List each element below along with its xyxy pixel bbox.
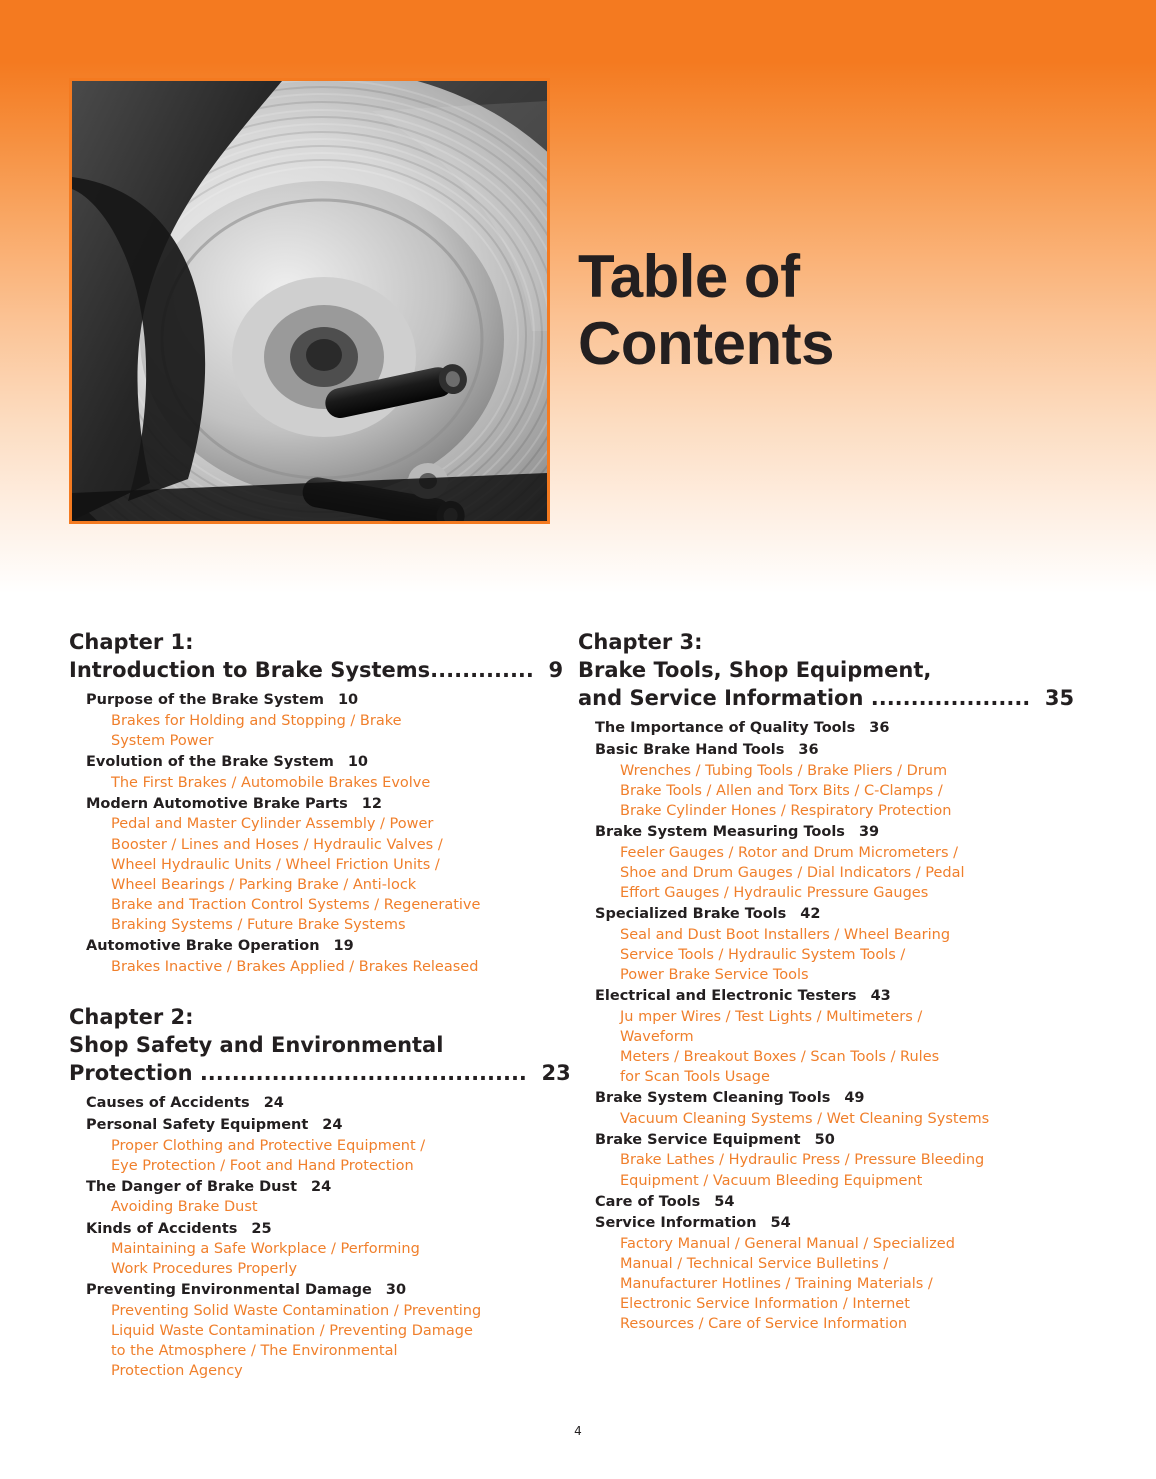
toc-entry-subtopics: Brakes Inactive / Brakes Applied / Brakes Released xyxy=(111,958,479,975)
chapter-block-2 xyxy=(69,1003,571,1382)
toc-entry-title: Automotive Brake Operation 19 xyxy=(86,938,354,955)
toc-entry[interactable] xyxy=(578,986,1056,1087)
toc-entry[interactable] xyxy=(69,1093,547,1114)
toc-entry-page: 43 xyxy=(870,987,891,1004)
cover-photo-brake-rotor xyxy=(69,78,550,524)
toc-entry[interactable] xyxy=(69,1177,547,1218)
toc-entry-title: Causes of Accidents 24 xyxy=(86,1095,284,1112)
chapter-block-1 xyxy=(69,628,564,977)
toc-entry-subtopics: Preventing Solid Waste Contamination / Preventing Liquid Waste Contamination / Preventing Damage to the Atmosphere / The Environmental Protection Agency xyxy=(111,1302,482,1380)
toc-column-right xyxy=(578,628,1075,1336)
page-title xyxy=(578,243,1058,377)
toc-entry-subtopics: Wrenches / Tubing Tools / Brake Pliers / Drum Brake Tools / Allen and Torx Bits / C-Clamps / Brake Cylinder Hones / Respiratory Protection xyxy=(620,762,952,819)
toc-entry-subtopics: Proper Clothing and Protective Equipment / Eye Protection / Foot and Hand Protection xyxy=(111,1137,426,1174)
toc-entry-title: Modern Automotive Brake Parts 12 xyxy=(86,795,382,812)
toc-entry-title: The Danger of Brake Dust 24 xyxy=(86,1178,332,1195)
chapter-1-page: 9 xyxy=(548,658,564,683)
toc-entry[interactable] xyxy=(578,1088,1056,1129)
toc-entry-title: Evolution of the Brake System 10 xyxy=(86,754,369,771)
toc-entry-title: Specialized Brake Tools 42 xyxy=(595,905,821,922)
toc-entry-title: Service Information 54 xyxy=(595,1215,791,1232)
page-title-line-1: Table of xyxy=(578,243,800,310)
chapter-2-heading-line-1: Chapter 2: xyxy=(69,1004,194,1029)
toc-entry-page: 30 xyxy=(385,1282,407,1299)
toc-entry-page: 50 xyxy=(814,1131,835,1148)
toc-entry-subtopics: Avoiding Brake Dust xyxy=(111,1199,258,1216)
toc-entry[interactable] xyxy=(578,822,1056,903)
toc-entry-page: 54 xyxy=(770,1215,791,1232)
toc-entry-title: Care of Tools 54 xyxy=(595,1193,735,1210)
toc-entry-title: Brake Service Equipment 50 xyxy=(595,1131,835,1148)
toc-entry-subtopics: Brakes for Holding and Stopping / Brake System Power xyxy=(111,712,402,749)
toc-entry-subtopics: Factory Manual / General Manual / Specialized Manual / Technical Service Bulletins / Manufacturer Hotlines / Training Materials / Electronic Service Information / Internet Resources / Care of Service Information xyxy=(620,1235,955,1333)
toc-entry[interactable] xyxy=(578,1192,1056,1213)
toc-entry[interactable] xyxy=(69,1115,547,1176)
toc-entry-page: 49 xyxy=(844,1090,865,1107)
chapter-3-heading-line-1: Chapter 3: xyxy=(578,630,703,654)
toc-entry-page: 54 xyxy=(714,1193,735,1210)
toc-entry-page: 10 xyxy=(337,692,359,709)
toc-column-left xyxy=(69,628,571,1383)
toc-entry-page: 10 xyxy=(347,754,369,771)
toc-entry[interactable] xyxy=(578,1130,1056,1191)
toc-entry-subtopics: The First Brakes / Automobile Brakes Evolve xyxy=(111,774,431,791)
toc-entry-title: Brake System Measuring Tools 39 xyxy=(595,823,880,840)
toc-entry-title: The Importance of Quality Tools 36 xyxy=(595,720,890,737)
toc-entry[interactable] xyxy=(69,1219,547,1280)
toc-entry-title: Purpose of the Brake System 10 xyxy=(86,692,359,709)
toc-entry-subtopics: Ju mper Wires / Test Lights / Multimeters / Waveform Meters / Breakout Boxes / Scan Tools / Rules for Scan Tools Usage xyxy=(620,1008,940,1085)
toc-entry-subtopics: Seal and Dust Boot Installers / Wheel Bearing Service Tools / Hydraulic System Tools / Power Brake Service Tools xyxy=(620,926,951,983)
toc-entry-title: Basic Brake Hand Tools 36 xyxy=(595,741,819,758)
toc-entry[interactable] xyxy=(69,690,547,751)
toc-entry-page: 19 xyxy=(333,938,354,955)
toc-entry-title: Electrical and Electronic Testers 43 xyxy=(595,987,891,1004)
chapter-2-heading-line-3: Protection ......................................... 23 xyxy=(69,1061,571,1086)
chapter-block-3 xyxy=(578,628,1075,1335)
toc-entry-page: 24 xyxy=(322,1116,343,1133)
toc-entry[interactable] xyxy=(69,752,547,793)
toc-entry[interactable] xyxy=(69,936,547,977)
chapter-2-page: 23 xyxy=(541,1061,571,1086)
toc-entry[interactable] xyxy=(578,1213,1056,1334)
toc-entry-title: Kinds of Accidents 25 xyxy=(86,1220,272,1237)
toc-entry-subtopics: Brake Lathes / Hydraulic Press / Pressure Bleeding Equipment / Vacuum Bleeding Equipment xyxy=(620,1152,985,1189)
toc-entry[interactable] xyxy=(578,718,1056,739)
page-number: 4 xyxy=(574,1424,582,1438)
toc-entry[interactable] xyxy=(578,904,1056,985)
brake-rotor-illustration xyxy=(72,81,547,521)
toc-entry-subtopics: Feeler Gauges / Rotor and Drum Micrometers / Shoe and Drum Gauges / Dial Indicators / Pedal Effort Gauges / Hydraulic Pressure Gauges xyxy=(620,844,965,901)
toc-entry-page: 24 xyxy=(311,1178,332,1195)
toc-entry-page: 42 xyxy=(800,905,821,922)
toc-entry[interactable] xyxy=(69,794,547,935)
chapter-1-heading[interactable] xyxy=(69,628,564,684)
toc-entry-title: Personal Safety Equipment 24 xyxy=(86,1116,343,1133)
chapter-3-page: 35 xyxy=(1044,686,1075,711)
toc-entry-page: 24 xyxy=(263,1095,284,1112)
toc-entry-page: 39 xyxy=(858,823,880,840)
toc-entry-page: 12 xyxy=(361,795,382,812)
toc-entry[interactable] xyxy=(578,740,1056,821)
toc-entry-subtopics: Pedal and Master Cylinder Assembly / Power Booster / Lines and Hoses / Hydraulic Valves / Wheel Hydraulic Units / Wheel Friction Units / Wheel Bearings / Parking Brake / Anti-lock Brake and Traction Control Systems / Regenerative Braking Systems / Future Brake Systems xyxy=(111,816,481,934)
toc-entry-page: 36 xyxy=(869,720,890,737)
chapter-3-heading-line-3: and Service Information .................... 35 xyxy=(578,686,1075,711)
toc-entry-title: Brake System Cleaning Tools 49 xyxy=(595,1090,865,1107)
chapter-3-heading[interactable] xyxy=(578,628,1075,712)
chapter-1-heading-line-1: Chapter 1: xyxy=(69,630,194,654)
chapter-3-heading-line-2: Brake Tools, Shop Equipment, xyxy=(578,658,932,683)
toc-entry-subtopics: Maintaining a Safe Workplace / Performing Work Procedures Properly xyxy=(111,1241,420,1278)
chapter-2-heading[interactable] xyxy=(69,1003,571,1087)
page-title-line-2: Contents xyxy=(578,310,834,378)
chapter-1-heading-line-2: Introduction to Brake Systems............. 9 xyxy=(69,658,564,683)
toc-entry-title: Preventing Environmental Damage 30 xyxy=(86,1282,407,1299)
toc-entry-subtopics: Vacuum Cleaning Systems / Wet Cleaning Systems xyxy=(620,1110,990,1127)
toc-entry[interactable] xyxy=(69,1280,547,1381)
chapter-2-heading-line-2: Shop Safety and Environmental xyxy=(69,1033,444,1058)
toc-entry-page: 25 xyxy=(251,1220,272,1237)
toc-entry-page: 36 xyxy=(798,741,819,758)
